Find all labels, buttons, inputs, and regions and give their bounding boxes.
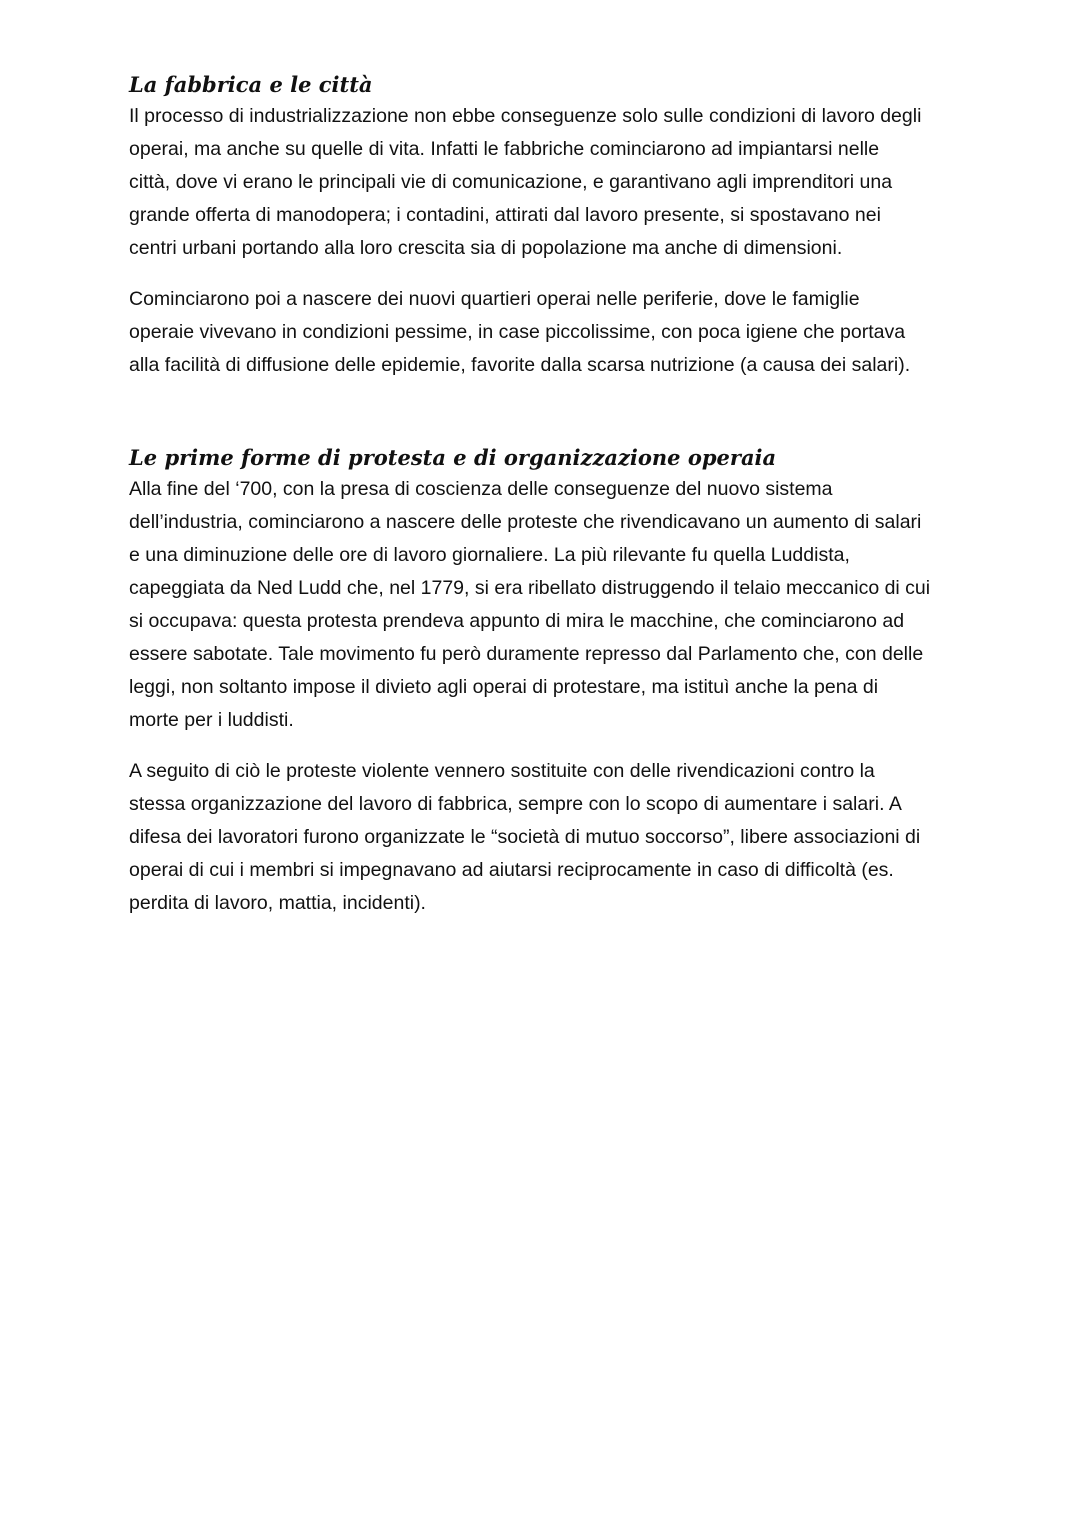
text-line: essere sabotate. Tale movimento fu però duramente represso dal Parlamento che, con delle [129,643,924,665]
text-line: e una diminuzione delle ore di lavoro giornaliere. La più rilevante fu quella Luddista, [129,544,850,566]
text-line: alla facilità di diffusione delle epidemie, favorite dalla scarsa nutrizione (a causa dei salari). [129,354,911,376]
text-line: Alla fine del ‘700, con la presa di coscienza delle conseguenze del nuovo sistema [129,478,833,500]
text-line: difesa dei lavoratori furono organizzate le “società di mutuo soccorso”, libere associazioni di [129,826,921,848]
text-line: perdita di lavoro, mattia, incidenti). [129,892,426,914]
text-line: operaie vivevano in condizioni pessime, in case piccolissime, con poca igiene che portava [129,321,906,343]
text-line: morte per i luddisti. [129,709,294,731]
text-line: città, dove vi erano le principali vie di comunicazione, e garantivano agli imprenditori una [129,171,893,193]
text-line: stessa organizzazione del lavoro di fabbrica, sempre con lo scopo di aumentare i salari. A [129,793,902,815]
text-line: leggi, non soltanto impose il divieto agli operai di protestare, ma istituì anche la pena di [129,676,879,698]
text-line: si occupava: questa protesta prendeva appunto di mira le macchine, che cominciarono ad [129,610,905,632]
paragraph [129,100,1024,265]
text-line: operai, ma anche su quelle di vita. Infatti le fabbriche cominciarono ad impiantarsi nelle [129,138,880,160]
text-line: centri urbani portando alla loro crescita sia di popolazione ma anche di dimensioni. [129,237,843,259]
section-heading: La fabbrica e le città [129,72,373,97]
text-line: grande offerta di manodopera; i contadini, attirati dal lavoro presente, si spostavano nei [129,204,881,226]
text-line: Cominciarono poi a nascere dei nuovi quartieri operai nelle periferie, dove le famiglie [129,288,860,310]
text-line: A seguito di ciò le proteste violente vennero sostituite con delle rivendicazioni contro la [129,760,875,782]
section-heading: Le prime forme di protesta e di organizzazione operaia [129,445,777,470]
section-first-protests [129,443,1024,920]
text-line: Il processo di industrializzazione non ebbe conseguenze solo sulle condizioni di lavoro degli [129,105,922,127]
paragraph [129,283,1024,382]
text-line: dell’industria, cominciarono a nascere delle proteste che rivendicavano un aumento di salari [129,511,922,533]
text-line: operai di cui i membri si impegnavano ad aiutarsi reciprocamente in caso di difficoltà (es. [129,859,894,881]
paragraph [129,473,1024,737]
paragraph [129,755,1024,920]
section-factory-and-cities [129,70,1024,382]
text-line: capeggiata da Ned Ludd che, nel 1779, si era ribellato distruggendo il telaio meccanico di cui [129,577,931,599]
